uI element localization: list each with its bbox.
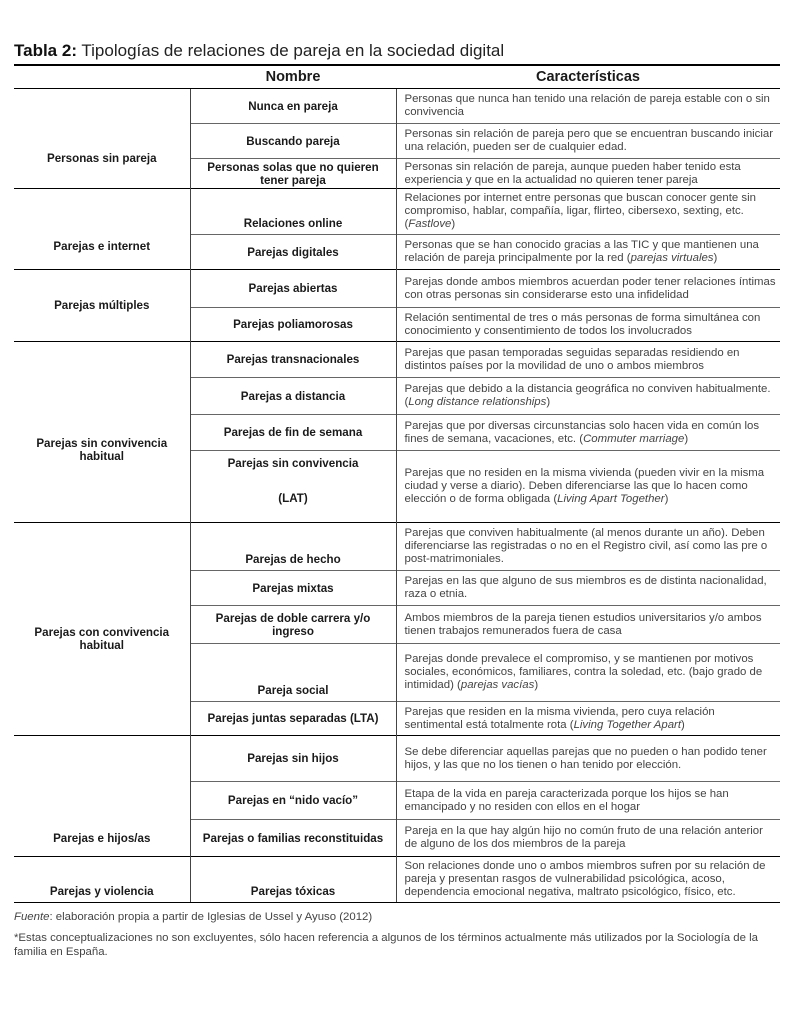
desc-cell: Parejas que residen en la misma vivienda, pero cuya relación sentimental está totalmente rota (Living Together Apart): [396, 702, 780, 736]
name-cell: Parejas juntas separadas (LTA): [190, 702, 396, 736]
desc-end: ): [451, 218, 456, 230]
desc-cell: Relaciones por internet entre personas que buscan conocer gente sin compromiso, hablar, compañía, ligar, flirteo, cibersexo, sexting, etc. (Fastlove): [396, 189, 780, 235]
group-cell: Parejas e internet: [14, 189, 190, 270]
footnote: *Estas conceptualizaciones no son excluyentes, sólo hacen referencia a algunos de los términos actualmente más utilizados por la Sociología de la familia en España.: [14, 932, 758, 958]
desc-text: Parejas donde prevalece el compromiso, y se mantienen por motivos sociales, económicos, familiares, contra la soledad, etc. (bajo grado de intimidad): [404, 653, 763, 691]
desc-cell: Parejas en las que alguno de sus miembros es de distinta nacionalidad, raza o etnia.: [396, 571, 780, 606]
desc-cell: Parejas que no residen en la misma vivienda (pueden vivir en la misma ciudad y verse a diario). Deben diferenciarse las que lo hacen como elección o de forma obligada (Living Apart Together): [396, 451, 780, 523]
group-cell: Parejas sin convivencia habitual: [14, 342, 190, 523]
desc-cell: Personas sin relación de pareja, aunque pueden haber tenido esta experiencia y que en la actualidad no quieren tener pareja: [396, 159, 780, 189]
group-cell: Personas sin pareja: [14, 89, 190, 189]
table-notes: [14, 910, 780, 959]
name-cell: Parejas poliamorosas: [190, 308, 396, 342]
table-header-row: [14, 65, 780, 89]
group-cell: Parejas y violencia: [14, 857, 190, 903]
desc-cell: Parejas donde ambos miembros acuerdan poder tener relaciones íntimas con otras personas sin considerarse esto una infidelidad: [396, 270, 780, 308]
desc-end: ): [713, 252, 718, 264]
table-title-label: Tabla 2:: [14, 41, 77, 60]
table-row: [14, 89, 780, 124]
source-label: Fuente: [14, 911, 50, 923]
desc-text: Parejas que no residen en la misma vivienda (pueden vivir en la misma ciudad y verse a diario). Deben diferenciarse las que lo hacen como elección o de forma obligada: [404, 467, 765, 505]
name-cell: Parejas abiertas: [190, 270, 396, 308]
name-cell: Parejas tóxicas: [190, 857, 396, 903]
name-cell: Parejas de doble carrera y/o ingreso: [190, 606, 396, 644]
desc-emphasis: parejas vacías: [460, 679, 535, 691]
desc-cell: Se debe diferenciar aquellas parejas que no pueden o han podido tener hijos, y las que no los tienen o han tenido por elección.: [396, 736, 780, 782]
name-cell: Parejas en “nido vacío”: [190, 782, 396, 820]
table-title-text: Tipologías de relaciones de pareja en la sociedad digital: [81, 41, 505, 60]
desc-cell: Parejas que pasan temporadas seguidas separadas residiendo en distintos países por la movilidad de uno o ambos miembros: [396, 342, 780, 378]
desc-cell: Parejas que conviven habitualmente (al menos durante un año). Deben diferenciarse las registradas o no en el Registro civil, así como las pre o post-matrimoniales.: [396, 523, 780, 571]
desc-cell: Personas sin relación de pareja pero que se encuentran buscando iniciar una relación, pueden ser de cualquier edad.: [396, 124, 780, 159]
desc-cell: Parejas que debido a la distancia geográfica no conviven habitualmente. (Long distance relationships): [396, 378, 780, 415]
desc-cell: Etapa de la vida en pareja caracterizada porque los hijos se han emancipado y no residen con ellos en el hogar: [396, 782, 780, 820]
name-cell: Personas solas que no quieren tener pareja: [190, 159, 396, 189]
source-note: [14, 910, 780, 924]
name-cell: Parejas de fin de semana: [190, 415, 396, 451]
desc-cell: Personas que se han conocido gracias a las TIC y que mantienen una relación de pareja principalmente por la red (parejas virtuales): [396, 235, 780, 270]
desc-text: Parejas que residen en la misma vivienda, pero cuya relación sentimental está totalmente rota: [404, 705, 715, 731]
name-subtext: (LAT): [278, 492, 308, 505]
name-cell: Pareja social: [190, 644, 396, 702]
group-cell: Parejas con convivencia habitual: [14, 523, 190, 736]
name-cell: Parejas sin hijos: [190, 736, 396, 782]
desc-cell: Parejas que por diversas circunstancias solo hacen vida en común los fines de semana, vacaciones, etc. (Commuter marriage): [396, 415, 780, 451]
group-cell: Parejas múltiples: [14, 270, 190, 342]
desc-end: ): [681, 718, 685, 731]
typology-table: [14, 64, 780, 903]
desc-cell: Personas que nunca han tenido una relación de pareja estable con o sin convivencia: [396, 89, 780, 124]
name-cell: [190, 451, 396, 523]
desc-cell: Ambos miembros de la pareja tienen estudios universitarios y/o ambos tienen trabajos remunerados fuera de casa: [396, 606, 780, 644]
table-title: [14, 40, 780, 62]
name-cell: Parejas o familias reconstituidas: [190, 820, 396, 857]
name-cell: Nunca en pareja: [190, 89, 396, 124]
desc-emphasis: parejas virtuales: [630, 252, 714, 264]
desc-cell: Relación sentimental de tres o más personas de forma simultánea con conocimiento y consentimiento de todos los involucrados: [396, 308, 780, 342]
desc-cell: Pareja en la que hay algún hijo no común fruto de una relación anterior de alguno de los dos miembros de la pareja: [396, 820, 780, 857]
name-cell: Parejas mixtas: [190, 571, 396, 606]
desc-text: Parejas que por diversas circunstancias solo hacen vida en común los fines de semana, vacaciones, etc.: [404, 419, 760, 445]
desc-emphasis: Long distance relationships: [408, 396, 547, 408]
desc-end: ): [664, 493, 669, 505]
desc-cell: Parejas donde prevalece el compromiso, y se mantienen por motivos sociales, económicos, familiares, contra la soledad, etc. (bajo grado de intimidad) (parejas vacías): [396, 644, 780, 702]
table-row: [14, 857, 780, 903]
desc-emphasis: Living Together Apart: [573, 718, 681, 731]
document-page: [14, 40, 780, 966]
desc-emphasis: Living Apart Together: [557, 493, 665, 505]
desc-end: ): [534, 679, 539, 691]
desc-end: ): [546, 396, 551, 408]
name-cell: Parejas transnacionales: [190, 342, 396, 378]
desc-text: Personas que se han conocido gracias a las TIC y que mantienen una relación de pareja principalmente por la red: [404, 239, 759, 264]
desc-text: Relaciones por internet entre personas que buscan conocer gente sin compromiso, hablar, compañía, ligar, flirteo, cibersexo, sexting, etc.: [404, 192, 756, 217]
group-header: [14, 65, 190, 89]
desc-end: ): [684, 432, 689, 445]
name-text: Parejas sin convivencia: [227, 457, 359, 470]
source-text: : elaboración propia a partir de Iglesias de Ussel y Ayuso (2012): [49, 911, 373, 923]
name-header: Nombre: [190, 65, 396, 89]
name-cell: Parejas a distancia: [190, 378, 396, 415]
desc-emphasis: Commuter marriage: [583, 432, 685, 445]
group-cell: Parejas e hijos/as: [14, 736, 190, 857]
table-row: [14, 189, 780, 235]
name-cell: Parejas de hecho: [190, 523, 396, 571]
name-cell: Relaciones online: [190, 189, 396, 235]
table-row: [14, 736, 780, 782]
features-header: Características: [396, 65, 780, 89]
table-row: [14, 270, 780, 308]
desc-emphasis: Fastlove: [408, 218, 452, 230]
desc-text: Parejas que debido a la distancia geográfica no conviven habitualmente.: [404, 383, 771, 395]
table-row: [14, 342, 780, 378]
name-cell: Buscando pareja: [190, 124, 396, 159]
desc-cell: Son relaciones donde uno o ambos miembros sufren por su relación de pareja y presentan rasgos de vulnerabilidad psicológica, acoso, dependencia emocional negativa, maltrato psicológico, físico, etc.: [396, 857, 780, 903]
name-cell: Parejas digitales: [190, 235, 396, 270]
table-row: [14, 523, 780, 571]
